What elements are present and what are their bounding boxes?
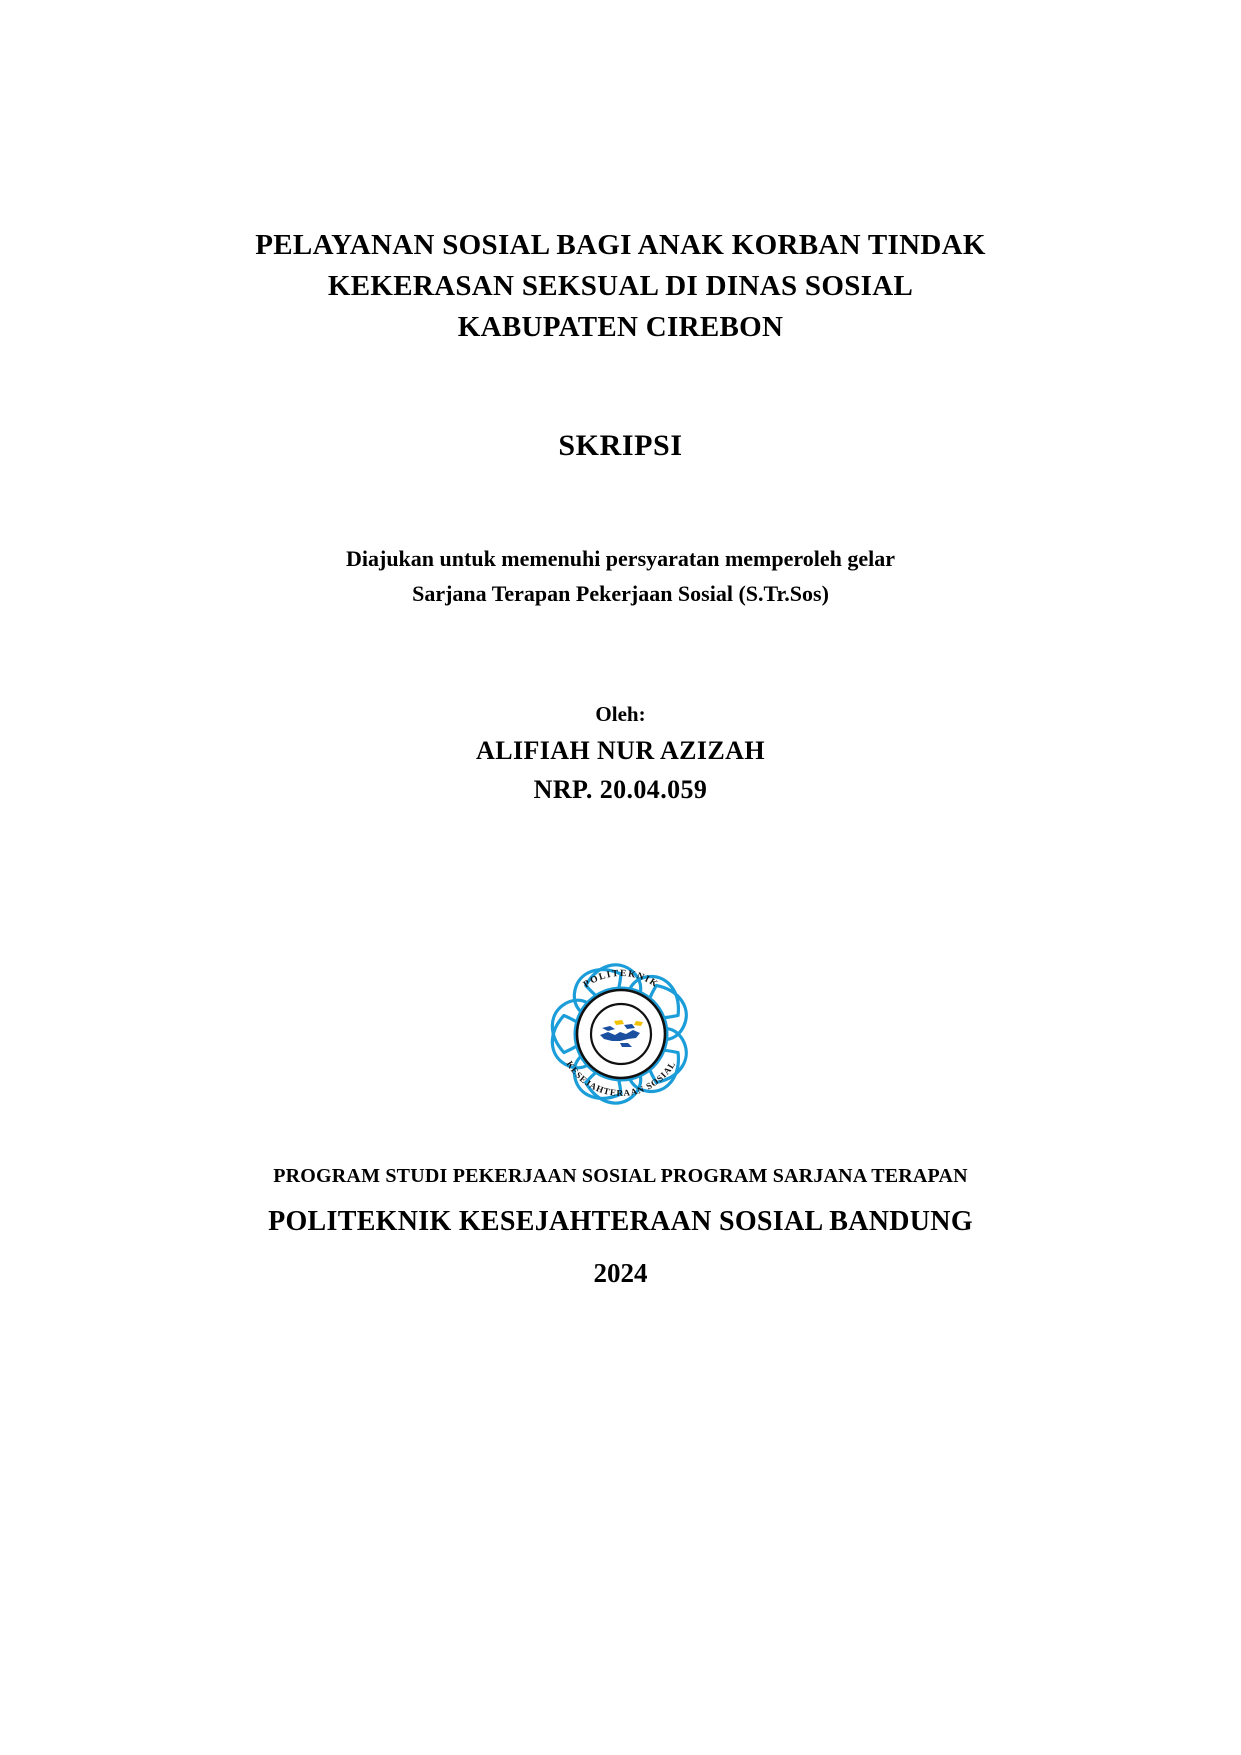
by-label: Oleh:	[595, 701, 646, 726]
author-student-id: NRP. 20.04.059	[533, 775, 708, 805]
institution-name: POLITEKNIK KESEJAHTERAAN SOSIAL BANDUNG	[268, 1206, 973, 1237]
publication-year: 2024	[593, 1258, 648, 1288]
submission-line-1: Diajukan untuk memenuhi persyaratan memperoleh gelar	[346, 545, 895, 571]
author-name: ALIFIAH NUR AZIZAH	[476, 736, 765, 766]
footer-section	[0, 1165, 1241, 1289]
submission-statement	[211, 541, 1031, 611]
study-program: PROGRAM STUDI PEKERJAAN SOSIAL PROGRAM SARJANA TERAPAN	[273, 1165, 968, 1187]
logo-arc-text: KESEJAHTERAAN SOSIAL	[564, 1058, 677, 1098]
author-section	[476, 699, 765, 809]
institution-logo	[516, 929, 726, 1139]
submission-line-2: Sarjana Terapan Pekerjaan Sosial (S.Tr.Sos)	[412, 580, 829, 606]
title-line-3: KABUPATEN CIREBON	[457, 311, 784, 344]
politeknik-kesejahteraan-sosial-logo-icon	[516, 929, 726, 1139]
title-line-1: PELAYANAN SOSIAL BAGI ANAK KORBAN TINDAK	[255, 229, 986, 261]
document-type: SKRIPSI	[558, 428, 683, 462]
title-line-2: KEKERASAN SEKSUAL DI DINAS SOSIAL	[327, 270, 914, 303]
logo-top-text: POLITEKNIK	[581, 968, 660, 990]
thesis-title	[171, 225, 1071, 349]
